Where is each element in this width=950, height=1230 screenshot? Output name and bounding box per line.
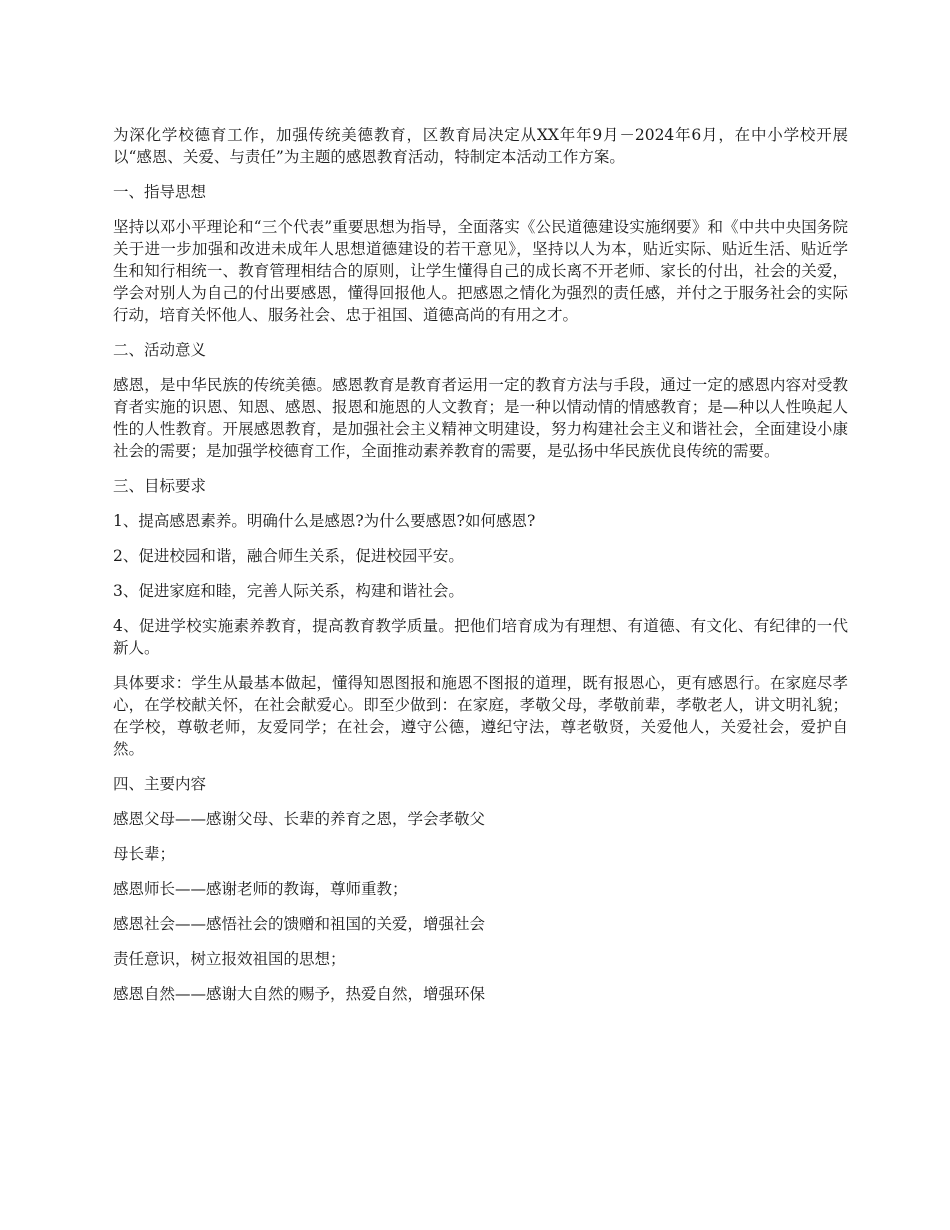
goal-item-1: 1、提高感恩素养。明确什么是感恩?为什么要感恩?如何感恩? <box>113 512 536 530</box>
significance-paragraph: 感恩，是中华民族的传统美德。感恩教育是教育者运用一定的教育方法与手段，通过一定的感恩内容对受教育者实施的识恩、知恩、感恩、报恩和施恩的人文教育；是一种以情动情的情感教育；是—种以人性唤起人性的人性教育。开展感恩教育，是加强社会主义精神文明建设，努力构建社会主义和谐社会，全面建设小康社会的需要；是加强学校德育工作，全面推动素养教育的需要，是弘扬中华民族优良传统的需要。 <box>113 376 848 460</box>
section-heading-main-content: 四、主要内容 <box>113 775 207 793</box>
goal-item-3: 3、促进家庭和睦，完善人际关系，构建和谐社会。 <box>113 582 464 600</box>
content-line-nature: 感恩自然——感谢大自然的赐予，热爱自然，增强环保 <box>113 985 486 1003</box>
content-line-society: 感恩社会——感悟社会的馈赠和祖国的关爱，增强社会 <box>113 915 486 933</box>
specific-requirements-paragraph: 具体要求：学生从最基本做起，懂得知恩图报和施恩不图报的道理，既有报恩心，更有感恩行。在家庭尽孝心，在学校献关怀，在社会献爱心。即至少做到：在家庭，孝敬父母，孝敬前辈，孝敬老人，讲文明礼貌；在学校，尊敬老师，友爱同学；在社会，遵守公德，遵纪守法，尊老敬贤，关爱他人，关爱社会，爱护自然。 <box>113 674 848 758</box>
content-line-society-cont: 责任意识，树立报效祖国的思想； <box>113 950 346 968</box>
intro-paragraph: 为深化学校德育工作，加强传统美德教育，区教育局决定从XX年年9月－2024年6月，在中小学校开展以“感恩、关爱、与责任”为主题的感恩教育活动，特制定本活动工作方案。 <box>113 126 848 166</box>
content-line-parents: 感恩父母——感谢父母、长辈的养育之恩，学会孝敬父 <box>113 810 486 828</box>
section-heading-guiding-ideology: 一、指导思想 <box>113 183 207 201</box>
goal-item-4: 4、促进学校实施素养教育，提高教育教学质量。把他们培育成为有理想、有道德、有文化、有纪律的一代新人。 <box>113 617 848 657</box>
content-line-teachers: 感恩师长——感谢老师的教诲，尊师重教； <box>113 880 408 898</box>
content-line-parents-cont: 母长辈； <box>113 845 176 863</box>
goal-item-2: 2、促进校园和谐，融合师生关系，促进校园平安。 <box>113 547 464 565</box>
section-heading-significance: 二、活动意义 <box>113 341 207 359</box>
guiding-ideology-paragraph: 坚持以邓小平理论和“三个代表”重要思想为指导，全面落实《公民道德建设实施纲要》和《中共中央国务院关于进一步加强和改进未成年人思想道德建设的若干意见》，坚持以人为本，贴近实际、贴近生活、贴近学生和知行相统一、教育管理相结合的原则，让学生懂得自己的成长离不开老师、家长的付出，社会的关爱，学会对别人为自己的付出要感恩，懂得回报他人。把感恩之情化为强烈的责任感，并付之于服务社会的实际行动，培育关怀他人、服务社会、忠于祖国、道德高尚的有用之才。 <box>113 218 848 324</box>
section-heading-goals: 三、目标要求 <box>113 477 207 495</box>
document-page <box>113 124 848 1018</box>
